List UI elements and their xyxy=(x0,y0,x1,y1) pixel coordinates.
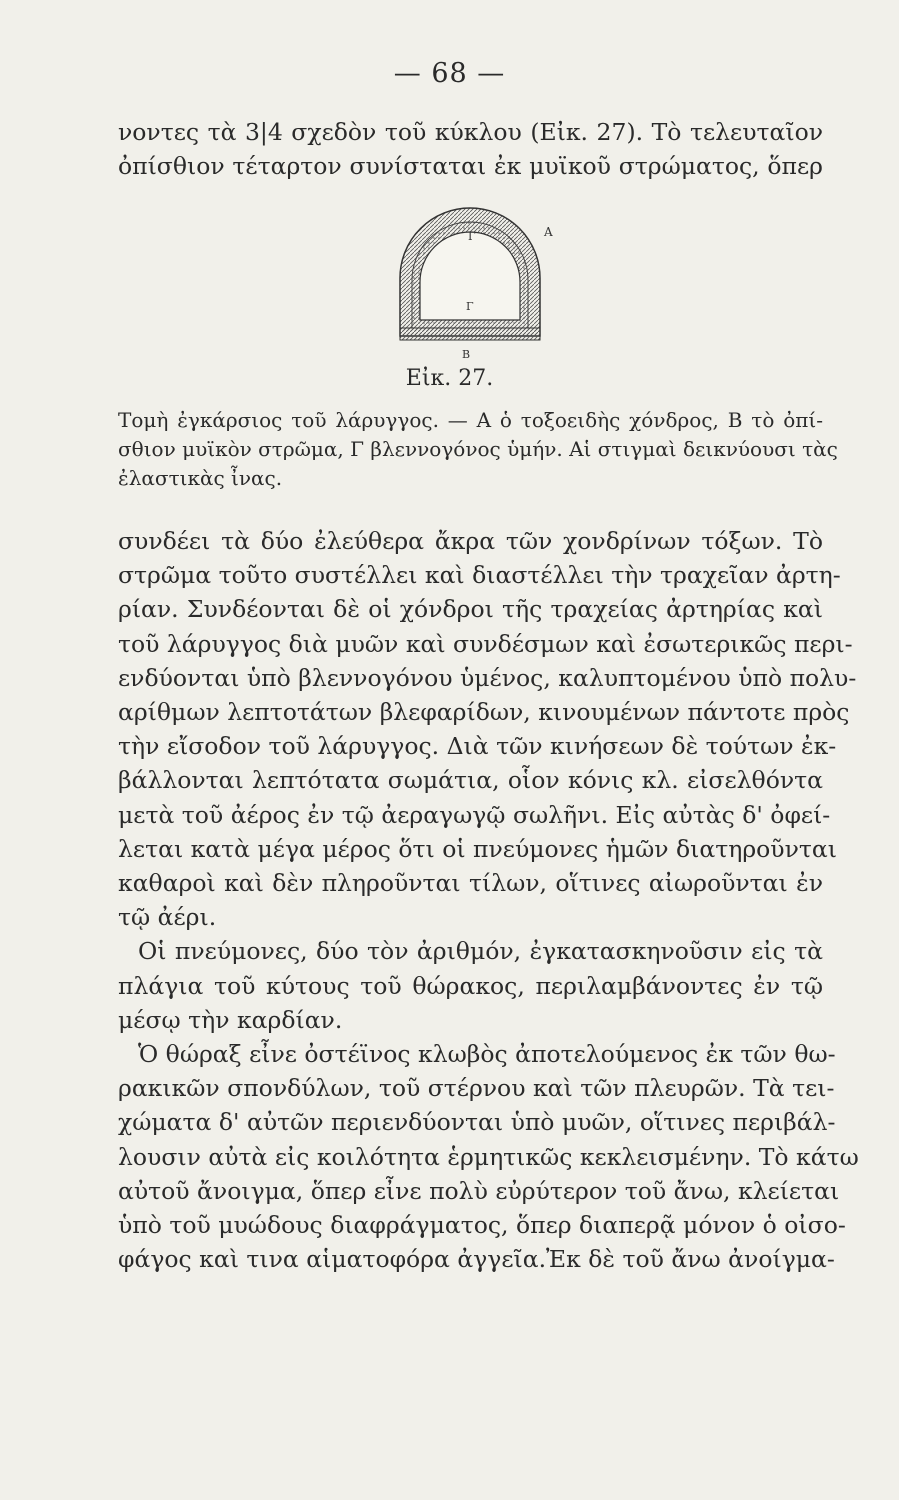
text-line: μέσῳ τὴν καρδίαν. xyxy=(118,1005,343,1034)
text-line: Οἱ πνεύμονες, δύο τὸν ἀριθμόν, ἐγκατασκηνοῦσιν εἰς τὰ xyxy=(138,937,823,966)
text-line: φάγος καὶ τινα αἱματοφόρα ἀγγεῖα.Ἐκ δὲ τοῦ ἄνω ἀνοίγμα- xyxy=(118,1245,835,1274)
text-line: καθαροὶ καὶ δὲν πληροῦνται τίλων, οἵτινες αἰωροῦνται ἐν xyxy=(118,869,823,898)
text-line: λουσιν αὐτὰ εἰς κοιλότητα ἑρμητικῶς κεκλεισμένην. Τὸ κάτω xyxy=(118,1142,859,1171)
label-g-bottom: Γ xyxy=(466,300,474,313)
label-g-top: Γ xyxy=(468,230,476,243)
text-line: λεται κατὰ μέγα μέρος ὅτι οἱ πνεύμονες ἡμῶν διατηροῦνται xyxy=(118,834,837,863)
text-line: πλάγια τοῦ κύτους τοῦ θώρακος, περιλαμβάνοντες ἐν τῷ xyxy=(118,971,823,1000)
text-line: ὑπὸ τοῦ μυώδους διαφράγματος, ὅπερ διαπερᾷ μόνον ὁ οἰσο- xyxy=(118,1211,846,1240)
text-line: μετὰ τοῦ ἀέρος ἐν τῷ ἀεραγωγῷ σωλῆνι. Εἰς αὐτὰς δ' ὀφεί- xyxy=(118,800,831,829)
paragraph-top xyxy=(118,115,823,183)
text-line: χώματα δ' αὐτῶν περιενδύονται ὑπὸ μυῶν, οἵτινες περιβάλ- xyxy=(118,1108,836,1137)
larynx-cross-section-figure xyxy=(382,196,562,362)
text-line: αρίθμων λεπτοτάτων βλεφαρίδων, κινουμένων πάντοτε πρὸς xyxy=(118,698,850,727)
label-b: B xyxy=(462,348,471,361)
text-line: τὴν εἴσοδον τοῦ λάρυγγος. Διὰ τῶν κινήσεων δὲ τούτων ἐκ- xyxy=(118,732,837,761)
legend-line: ἐλαστικὰς ἶνας. xyxy=(118,466,283,490)
text-line: ενδύονται ὑπὸ βλεννογόνου ὑμένος, καλυπτομένου ὑπὸ πολυ- xyxy=(118,663,857,692)
text-line: ρακικῶν σπονδύλων, τοῦ στέρνου καὶ τῶν πλευρῶν. Τὰ τει- xyxy=(118,1074,835,1103)
page-number: — 68 — xyxy=(393,58,506,89)
text-line: συνδέει τὰ δύο ἐλεύθερα ἄκρα τῶν χονδρίνων τόξων. Τὸ xyxy=(118,527,823,555)
text-line: αὐτοῦ ἄνοιγμα, ὅπερ εἶνε πολὺ εὐρύτερον τοῦ ἄνω, κλείεται xyxy=(118,1176,840,1205)
text-line: τοῦ λάρυγγος διὰ μυῶν καὶ συνδέσμων καὶ ἐσωτερικῶς περι- xyxy=(118,629,853,658)
figure-legend xyxy=(118,406,838,493)
text-line: στρῶμα τοῦτο συστέλλει καὶ διαστέλλει τὴν τραχεῖαν ἀρτη- xyxy=(118,561,841,590)
legend-line: Τομὴ ἐγκάρσιος τοῦ λάρυγγος. — Α ὁ τοξοειδὴς χόνδρος, Β τὸ ὀπί- xyxy=(118,408,823,432)
text-line: Ὁ θώραξ εἶνε ὀστέϊνος κλωβὸς ἀποτελούμενος ἐκ τῶν θω- xyxy=(138,1040,836,1069)
figure-caption: Εἰκ. 27. xyxy=(405,366,494,391)
legend-line: σθιον μυϊκὸν στρῶμα, Γ βλεννογόνος ὑμήν. Αἱ στιγμαὶ δεικνύουσι τὰς xyxy=(118,437,838,461)
text-line: τῷ ἀέρι. xyxy=(118,903,217,932)
text-line: βάλλονται λεπτότατα σωμάτια, οἷον κόνις κλ. εἰσελθόντα xyxy=(118,766,823,795)
text-line: ρίαν. Συνδέονται δὲ οἱ χόνδροι τῆς τραχείας ἀρτηρίας καὶ xyxy=(118,595,823,624)
text-line: ὀπίσθιον τέταρτον συνίσταται ἐκ μυϊκοῦ στρώματος, ὅπερ xyxy=(118,152,823,181)
posterior-muscle-layer xyxy=(400,328,540,340)
text-line: νοντες τὰ 3|4 σχεδὸν τοῦ κύκλου (Εἰκ. 27). Τὸ τελευταῖον xyxy=(118,118,823,146)
paragraph-body xyxy=(118,524,859,1276)
label-a: A xyxy=(544,225,553,239)
